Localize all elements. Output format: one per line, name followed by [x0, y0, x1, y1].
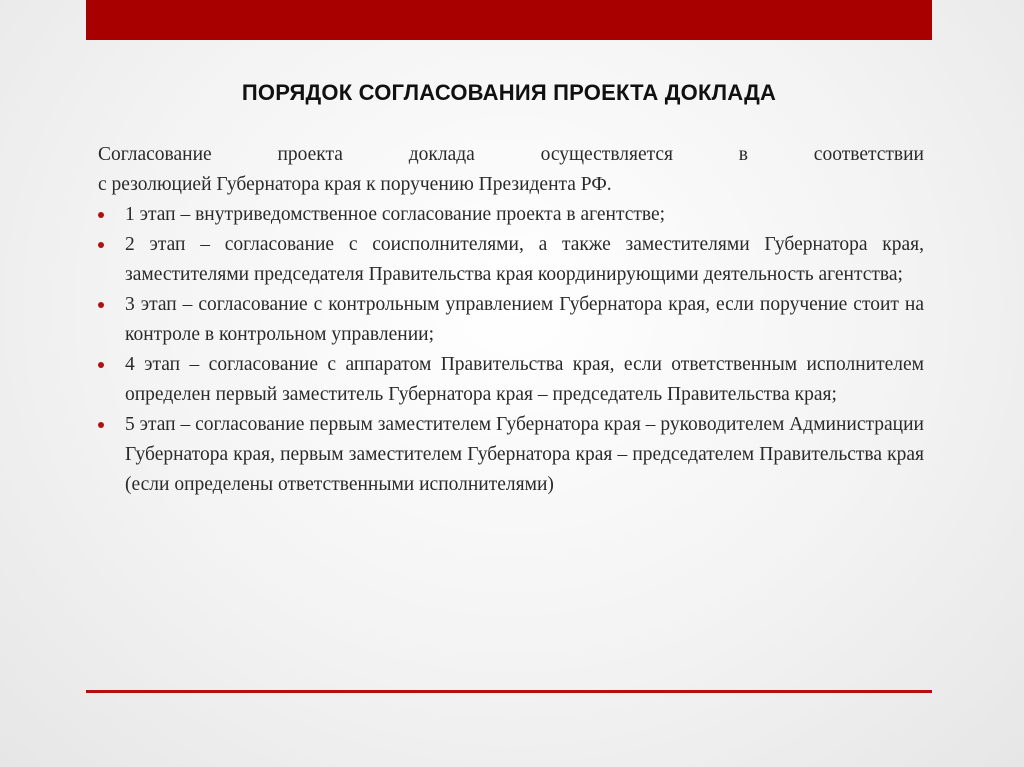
stage-text: 3 этап – согласование с контрольным управлением Губернатора края, если поручение стоит на контроле в контрольном управлении;	[125, 294, 924, 345]
stage-item-2	[98, 230, 924, 290]
intro-line-1: Согласование проекта доклада осуществляется в соответствии	[98, 144, 924, 165]
stage-text: 2 этап – согласование с соисполнителями, а также заместителями Губернатора края, заместителями председателя Правительства края координирующими деятельность агентства;	[125, 234, 924, 285]
stage-text: 4 этап – согласование с аппаратом Правительства края, если ответственным исполнителем определен первый заместитель Губернатора края – председатель Правительства края;	[125, 354, 924, 405]
stage-item-3	[98, 290, 924, 350]
intro-paragraph	[98, 140, 924, 200]
bullet-icon	[98, 302, 104, 308]
stages-list	[98, 200, 924, 500]
intro-line-2: с резолюцией Губернатора края к поручению Президента РФ.	[98, 174, 612, 195]
slide-title: ПОРЯДОК СОГЛАСОВАНИЯ ПРОЕКТА ДОКЛАДА	[241, 80, 777, 105]
bullet-icon	[98, 422, 104, 428]
stage-text: 1 этап – внутриведомственное согласование проекта в агентстве;	[125, 204, 666, 225]
stage-text: 5 этап – согласование первым заместителем Губернатора края – руководителем Администрации Губернатора края, первым заместителем Губернатора края – председателем Правительства края (если определены ответственными исполнителями)	[125, 414, 924, 495]
bullet-icon	[98, 212, 104, 218]
stage-item-1	[98, 200, 924, 230]
bullet-icon	[98, 242, 104, 248]
top-accent-bar	[86, 0, 932, 40]
slide-body	[98, 140, 924, 500]
stage-item-5	[98, 410, 924, 500]
bullet-icon	[98, 362, 104, 368]
bottom-divider	[86, 690, 932, 693]
stage-item-4	[98, 350, 924, 410]
